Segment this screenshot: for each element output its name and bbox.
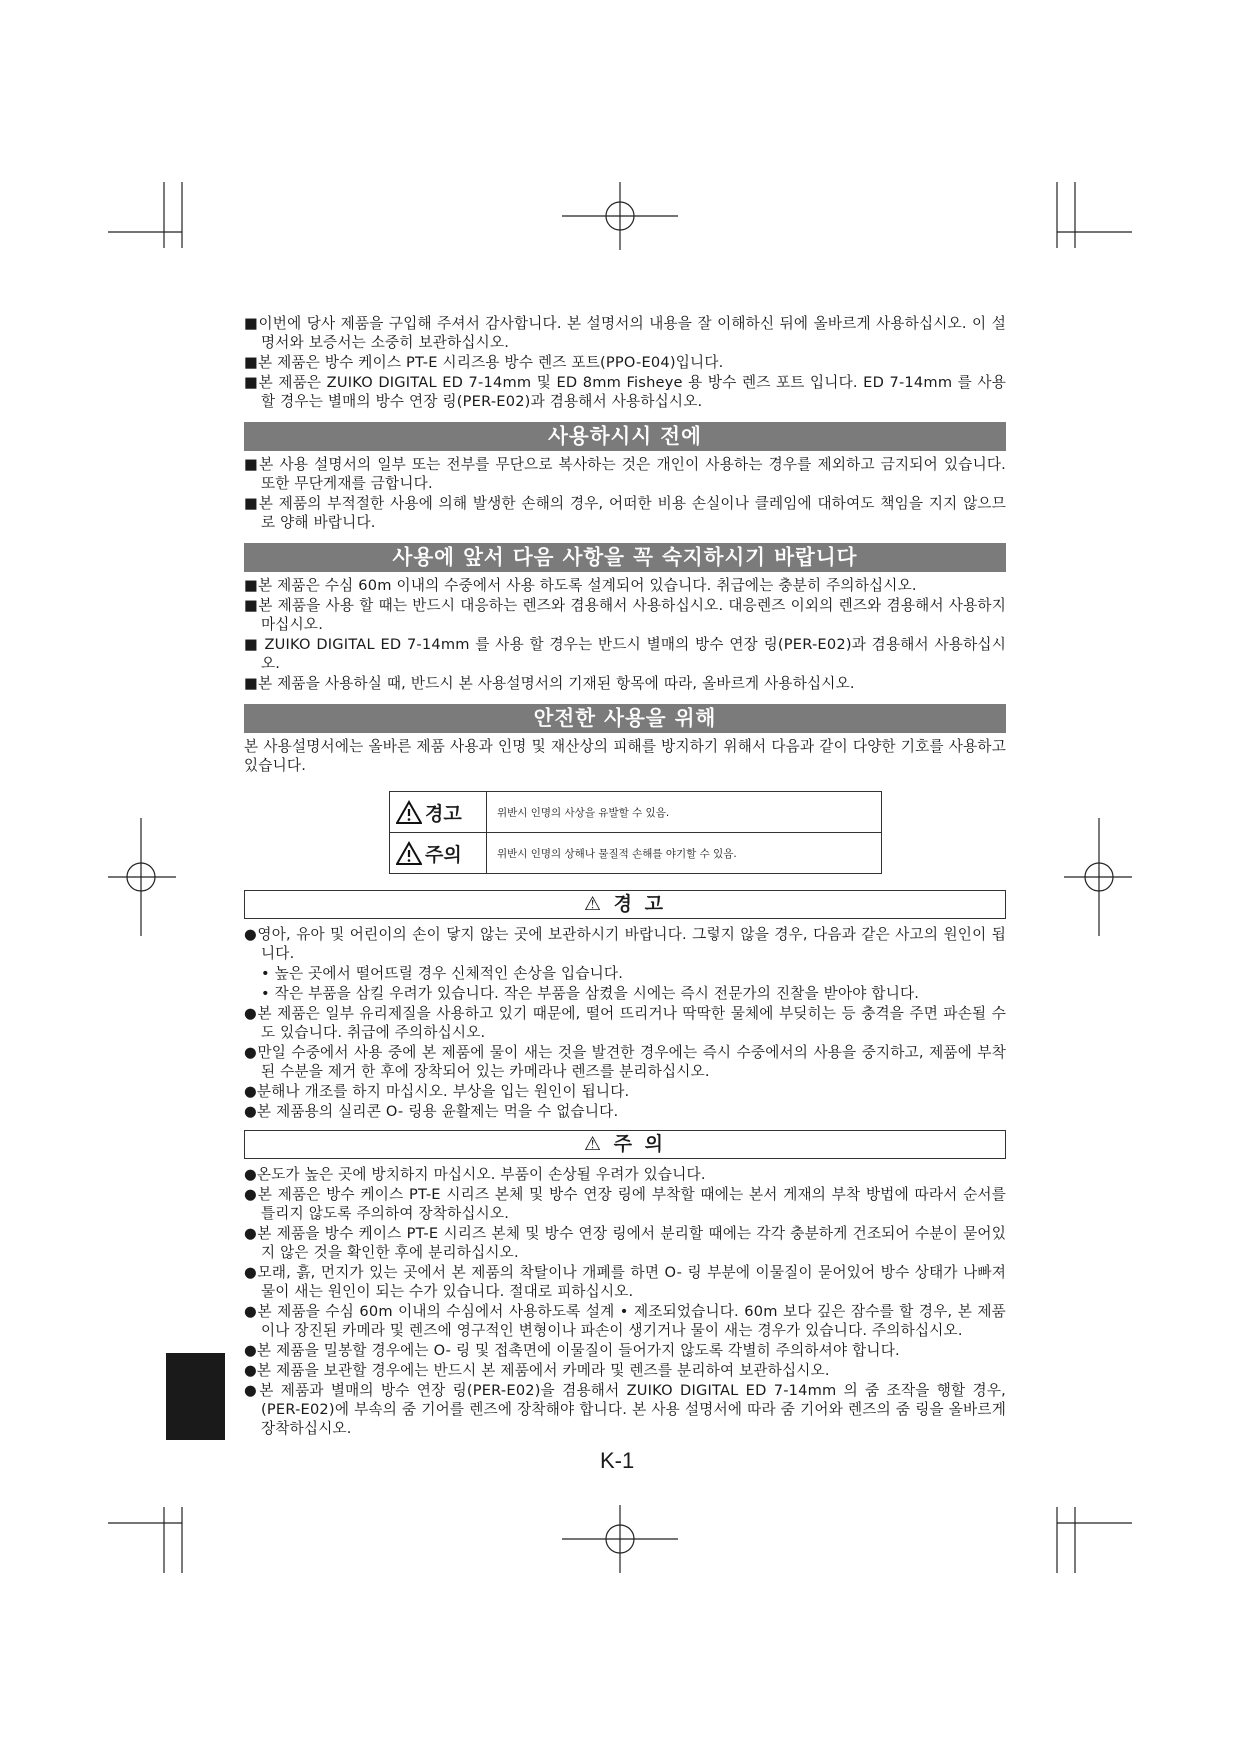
section-heading-notes: 사용에 앞서 다음 사항을 꼭 숙지하시기 바랍니다 [244, 543, 1006, 572]
safety-intro: 본 사용설명서에는 올바른 제품 사용과 인명 및 재산상의 피해를 방지하기 위해서 다음과 같이 다양한 기호를 사용하고 있습니다. [244, 738, 1006, 774]
symbol-label: 경고 [425, 802, 462, 825]
section2-para: ■본 제품을 사용하실 때, 반드시 본 사용설명서의 기재된 항목에 따라, 올바르게 사용하십시오. [244, 675, 855, 692]
caution-para: ●본 제품을 밀봉할 경우에는 O- 링 및 접촉면에 이물질이 들어가지 않도록 각별히 주의하셔야 합니다. [244, 1342, 900, 1359]
caution-para: ●본 제품을 보관할 경우에는 반드시 본 제품에서 카메라 및 렌즈를 분리하여 보관하십시오. [244, 1362, 830, 1379]
warning-para: ●만일 수중에서 사용 중에 본 제품에 물이 새는 것을 발견한 경우에는 즉시 수중에서의 사용을 중지하고, 제품에 부착된 수분을 제거 한 후에 장착되어 있는 카메라나 렌즈를 분리하십시오. [244, 1044, 1006, 1080]
caution-para: ●본 제품을 방수 케이스 PT-E 시리즈 본체 및 방수 연장 링에서 분리할 때에는 각각 충분하게 건조되어 수분이 묻어있지 않은 것을 확인한 후에 분리하십시오. [244, 1225, 1006, 1261]
symbol-label: 주의 [425, 843, 462, 866]
page-number: K-1 [600, 1448, 635, 1473]
symbol-table [389, 791, 882, 874]
section1-para: ■본 사용 설명서의 일부 또는 전부를 무단으로 복사하는 것은 개인이 사용하는 경우를 제외하고 금지되어 있습니다. 또한 무단게재를 금합니다. [244, 456, 1006, 492]
symbol-row-caution [390, 833, 882, 874]
intro-para: ■본 제품은 ZUIKO DIGITAL ED 7-14mm 및 ED 8mm Fisheye 용 방수 렌즈 포트 입니다. ED 7-14mm 를 사용 할 경우는 별매의 방수 연장 링(PER-E02)과 겸용해서 사용하십시오. [244, 374, 1006, 410]
chapter-tab [166, 1353, 225, 1440]
warning-para: ●분해나 개조를 하지 마십시오. 부상을 입는 원인이 됩니다. [244, 1083, 630, 1100]
intro-para: ■본 제품은 방수 케이스 PT-E 시리즈용 방수 렌즈 포트(PPO-E04)입니다. [244, 354, 724, 371]
section2-para: ■ ZUIKO DIGITAL ED 7-14mm 를 사용 할 경우는 반드시 별매의 방수 연장 링(PER-E02)과 겸용해서 사용하십시오. [244, 636, 1006, 672]
warning-heading: ⚠ 경 고 [244, 890, 1006, 919]
symbol-description: 위반시 인명의 사상을 유발할 수 있음. [487, 792, 882, 833]
warning-subitem: • 높은 곳에서 떨어뜨릴 경우 신체적인 손상을 입습니다. [261, 965, 624, 982]
warning-triangle-icon [396, 800, 422, 824]
caution-para: ●모래, 흙, 먼지가 있는 곳에서 본 제품의 착탈이나 개폐를 하면 O- 링 부분에 이물질이 묻어있어 방수 상태가 나빠져 물이 새는 원인이 되는 수가 있습니다. 절대로 피하십시오. [244, 1264, 1006, 1300]
warning-para: ●영아, 유아 및 어린이의 손이 닿지 않는 곳에 보관하시기 바랍니다. 그렇지 않을 경우, 다음과 같은 사고의 원인이 됩니다. [244, 926, 1006, 962]
symbol-row-warning [390, 792, 882, 833]
section2-para: ■본 제품은 수심 60m 이내의 수중에서 사용 하도록 설계되어 있습니다. 취급에는 충분히 주의하십시오. [244, 577, 917, 594]
warning-subitem: • 작은 부품을 삼킬 우려가 있습니다. 작은 부품을 삼켰을 시에는 즉시 전문가의 진찰을 받아야 합니다. [261, 985, 920, 1002]
symbol-description: 위반시 인명의 상해나 물질적 손해를 야기할 수 있음. [487, 833, 882, 874]
intro-para: ■이번에 당사 제품을 구입해 주셔서 감사합니다. 본 설명서의 내용을 잘 이해하신 뒤에 올바르게 사용하십시오. 이 설명서와 보증서는 소중히 보관하십시오. [244, 315, 1006, 351]
caution-heading: ⚠ 주 의 [244, 1130, 1006, 1159]
section-heading-safety: 안전한 사용을 위해 [244, 704, 1006, 733]
warning-para: ●본 제품은 일부 유리제질을 사용하고 있기 때문에, 떨어 뜨리거나 딱딱한 물체에 부딪히는 등 충격을 주면 파손될 수도 있습니다. 취급에 주의하십시오. [244, 1005, 1006, 1041]
caution-triangle-icon [396, 841, 422, 865]
caution-para: ●본 제품을 수심 60m 이내의 수심에서 사용하도록 설계 • 제조되었습니다. 60m 보다 깊은 잠수를 할 경우, 본 제품이나 장진된 카메라 및 렌즈에 영구적인 변형이나 파손이 생기거나 물이 새는 경우가 있습니다. 주의하십시오. [244, 1303, 1006, 1339]
caution-para: ●본 제품은 방수 케이스 PT-E 시리즈 본체 및 방수 연장 링에 부착할 때에는 본서 게재의 부착 방법에 따라서 순서를 틀리지 않도록 주의하여 장착하십시오. [244, 1186, 1006, 1222]
caution-para: ●온도가 높은 곳에 방치하지 마십시오. 부품이 손상될 우려가 있습니다. [244, 1166, 706, 1183]
document-body [244, 314, 1006, 1439]
warning-para: ●본 제품용의 실리콘 O- 링용 윤활제는 먹을 수 없습니다. [244, 1103, 619, 1120]
section2-para: ■본 제품을 사용 할 때는 반드시 대응하는 렌즈와 겸용해서 사용하십시오. 대응렌즈 이외의 렌즈와 겸용해서 사용하지 마십시오. [244, 597, 1006, 633]
section1-para: ■본 제품의 부적절한 사용에 의해 발생한 손해의 경우, 어떠한 비용 손실이나 클레임에 대하여도 책임을 지지 않으므로 양해 바랍니다. [244, 495, 1006, 531]
caution-para: ●본 제품과 별매의 방수 연장 링(PER-E02)을 겸용해서 ZUIKO DIGITAL ED 7-14mm 의 줌 조작을 행할 경우, (PER-E02)에 부속의 줌 기어를 렌즈에 장착해야 합니다. 본 사용 설명서에 따라 줌 기어와 렌즈의 줌 링을 올바르게 장착하십시오. [244, 1382, 1006, 1437]
section-heading-before-use: 사용하시시 전에 [244, 422, 1006, 451]
